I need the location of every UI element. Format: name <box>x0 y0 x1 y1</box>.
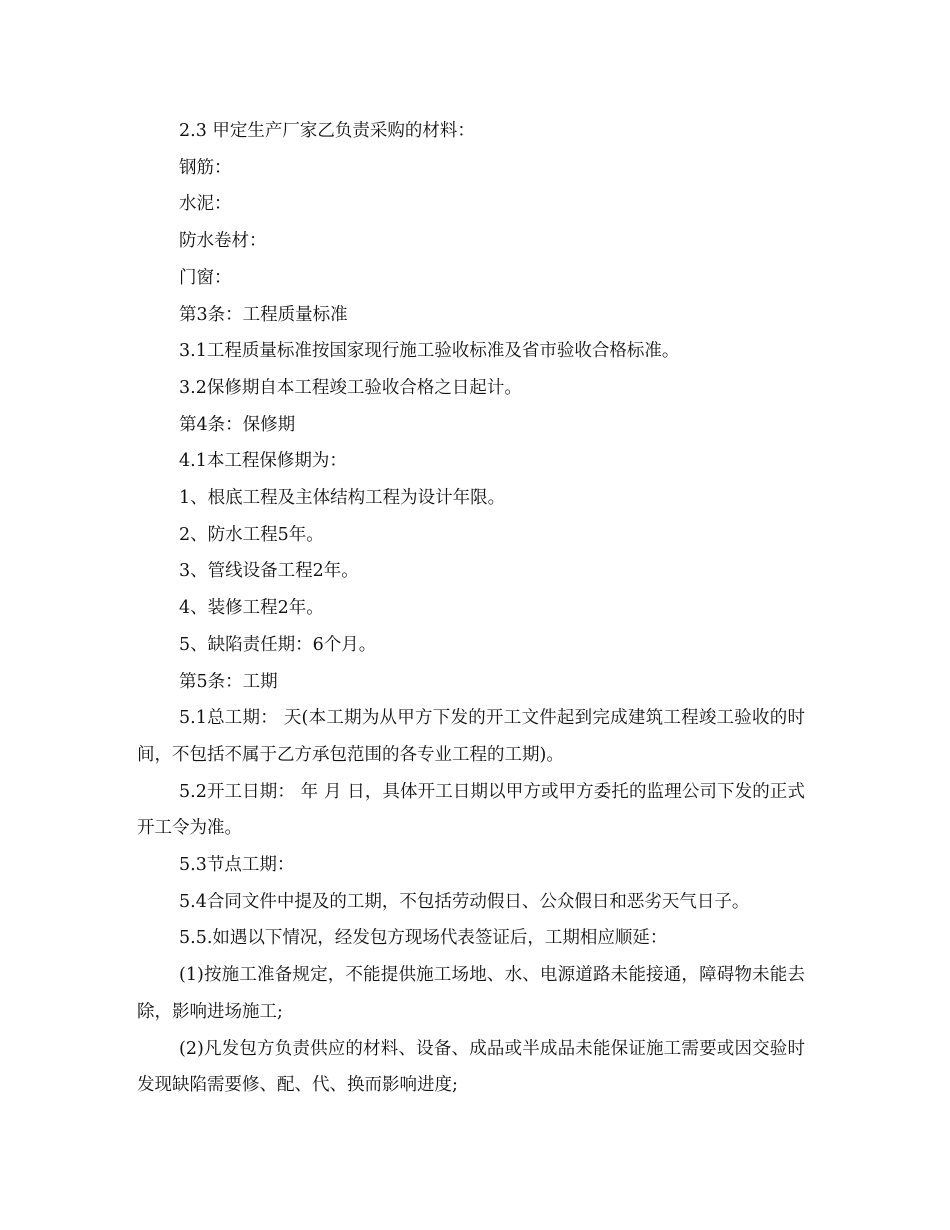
paragraph-2-3: 2.3 甲定生产厂家乙负责采购的材料： <box>179 121 475 141</box>
paragraph-4-1: 4.1本工程保修期为： <box>179 451 347 472</box>
section-heading-article-4: 第4条：保修期 <box>179 414 296 435</box>
list-item-warranty-2: 2、防水工程5年。 <box>179 524 324 545</box>
paragraph-cement: 水泥： <box>179 194 232 215</box>
list-item-warranty-5: 5、缺陷责任期：6个月。 <box>179 634 377 655</box>
list-item-warranty-3: 3、管线设备工程2年。 <box>179 561 359 582</box>
list-item-delay-1: (1)按施工准备规定，不能提供施工场地、水、电源道路未能接通，障碍物未能去除，影响进场施工; <box>137 965 805 1022</box>
paragraph-rebar: 钢筋： <box>179 157 232 178</box>
section-heading-article-3: 第3条：工程质量标准 <box>179 304 348 325</box>
list-item-delay-2: (2)凡发包方负责供应的材料、设备、成品或半成品未能保证施工需要或因交验时发现缺陷需要修、配、代、换而影响进度; <box>137 1038 805 1096</box>
document-body <box>137 113 805 1104</box>
paragraph-3-1: 3.1工程质量标准按国家现行施工验收标准及省市验收合格标准。 <box>179 341 680 362</box>
paragraph-waterproof-membrane: 防水卷材： <box>179 231 267 252</box>
list-item-warranty-4: 4、装修工程2年。 <box>179 598 324 619</box>
paragraph-5-5: 5.5.如遇以下情况，经发包方现场代表签证后，工期相应顺延： <box>179 928 668 949</box>
paragraph-5-3: 5.3节点工期： <box>179 855 295 876</box>
paragraph-5-1: 5.1总工期： 天(本工期为从甲方下发的开工文件起到完成建筑工程竣工验收的时间，不包括不属于乙方承包范围的各专业工程的工期)。 <box>137 708 805 765</box>
paragraph-5-2: 5.2开工日期： 年 月 日，具体开工日期以甲方或甲方委托的监理公司下发的正式开工令为准。 <box>137 781 805 839</box>
paragraph-3-2: 3.2保修期自本工程竣工验收合格之日起计。 <box>179 377 522 398</box>
paragraph-5-4: 5.4合同文件中提及的工期，不包括劳动假日、公众假日和恶劣天气日子。 <box>179 891 750 912</box>
list-item-warranty-1: 1、根底工程及主体结构工程为设计年限。 <box>179 488 506 509</box>
paragraph-doors-windows: 门窗： <box>179 267 232 288</box>
section-heading-article-5: 第5条：工期 <box>179 671 278 692</box>
